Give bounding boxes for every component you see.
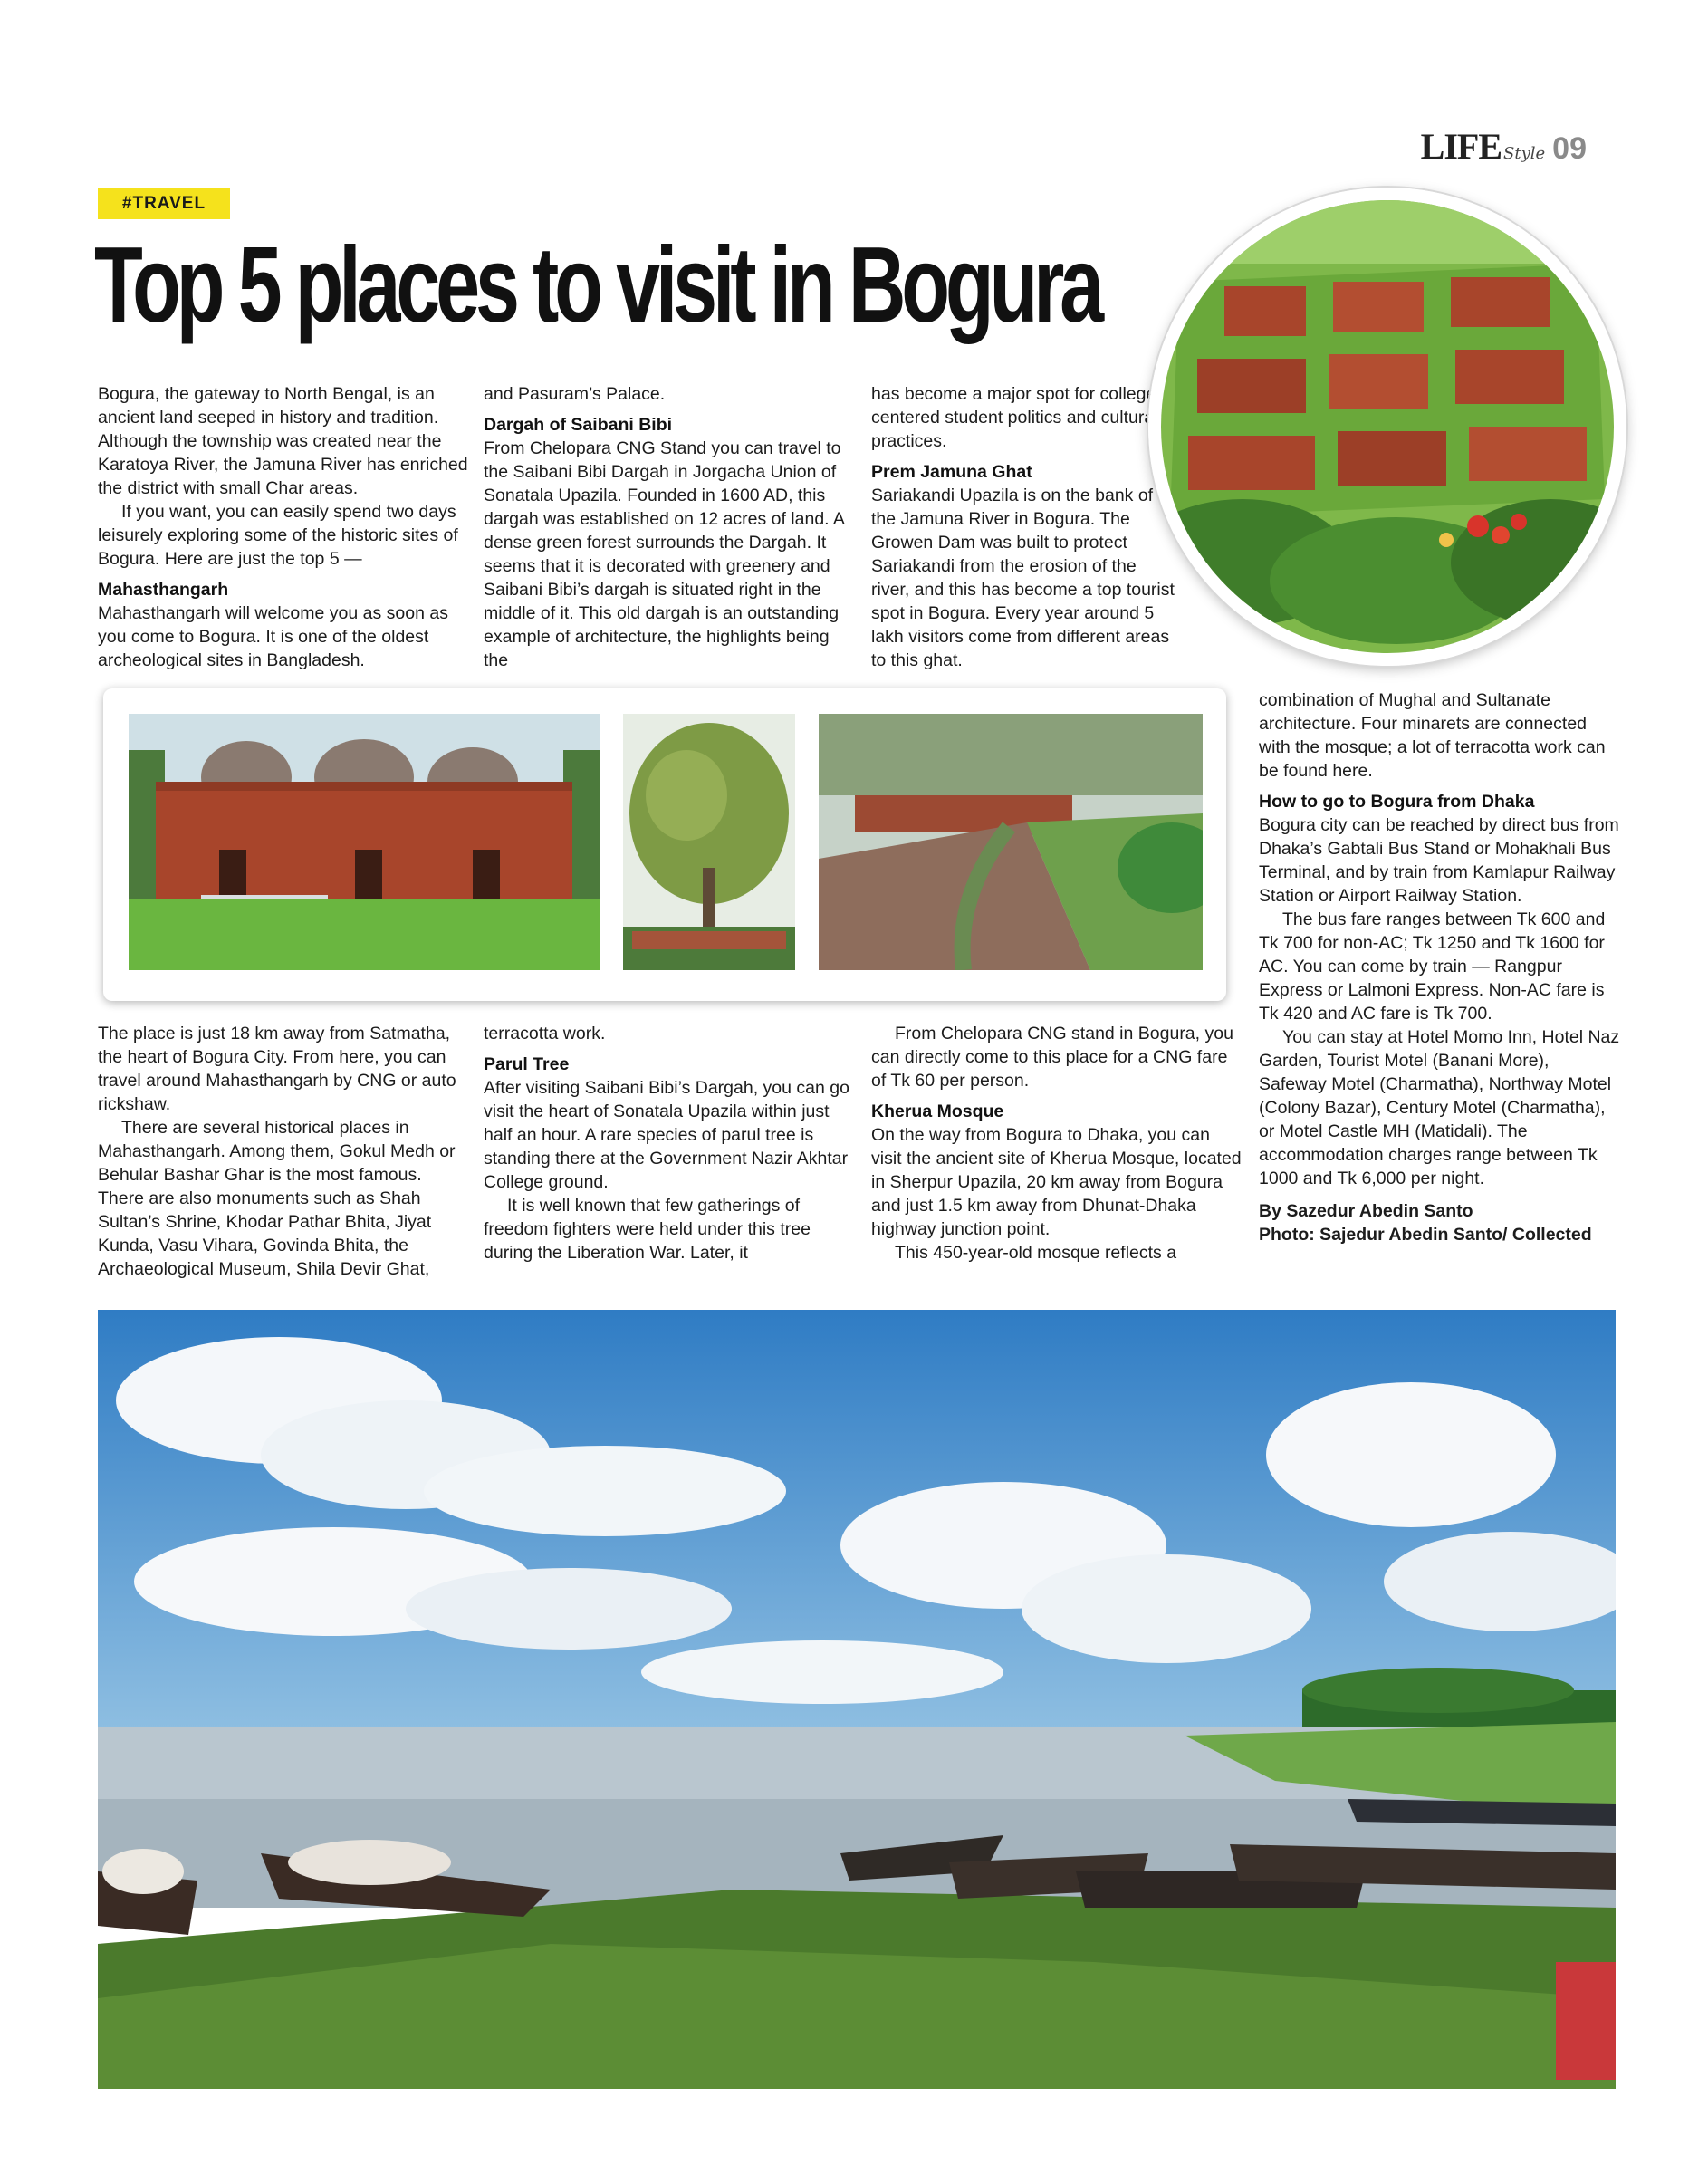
photo-credit: Photo: Sajedur Abedin Santo/ Collected [1259,1225,1592,1245]
subheading: Dargah of Saibani Bibi [484,415,673,435]
body-paragraph: Sariakandi Upazila is on the bank of the Jamuna River in Bogura. The Growen Dam was built to protect Sariakandi from the erosion of the river, and this has become a top tourist spot in Bogura. Every year around 5 lakh visitors come from different areas to this ghat. [871,486,1175,670]
body-paragraph: From Chelopara CNG Stand you can travel to the Saibani Bibi Dargah in Jorgacha Union of Sonatala Upazila. Founded in 1600 AD, this dargah was established on 12 acres of land. A dense green forest surrounds the Dargah. It seems that it is decorated with greenery and Saibani Bibi’s dargah is situated right in the middle of it. This old dargah is an outstanding example of architecture, the highlights being the [484,438,844,670]
section-tag: #TRAVEL [98,188,230,219]
masthead [1421,125,1587,168]
subheading: How to go to Bogura from Dhaka [1259,792,1535,812]
body-paragraph: The bus fare ranges between Tk 600 and Tk 700 for non-AC; Tk 1250 and Tk 1600 for AC. You can come by train — Rangpur Express or Lalmoni Express. Non-AC fare is Tk 420 and AC fare is Tk 700. [1259,909,1606,1024]
subheading: Kherua Mosque [871,1101,1004,1121]
photo-strip [103,688,1226,1001]
subheading: Prem Jamuna Ghat [871,462,1032,482]
jamuna-ghat-panorama-photo [98,1310,1616,2089]
body-paragraph: terracotta work. [484,1024,606,1044]
article-column-3 [871,382,1179,672]
author-byline: By Sazedur Abedin Santo [1259,1201,1473,1221]
masthead-logo: LIFE [1420,126,1502,167]
body-paragraph: On the way from Bogura to Dhaka, you can visit the ancient site of Kherua Mosque, located in Sherpur Upazila, 20 km away from Bogura and just 1.5 km away from Dhunat-Dhaka highway junction point. [871,1125,1242,1239]
article-column-4 [1259,688,1621,1246]
body-paragraph: This 450-year-old mosque reflects a [895,1243,1177,1263]
article-column-1 [98,382,469,672]
article-column-2 [484,382,855,672]
body-paragraph: The place is just 18 km away from Satmatha, the heart of Bogura City. From here, you can travel around Mahasthangarh by CNG or auto rickshaw. [98,1024,456,1114]
body-paragraph: and Pasuram’s Palace. [484,384,666,404]
body-paragraph: Mahasthangarh will welcome you as soon as you come to Bogura. It is one of the oldest archeological sites in Bangladesh. [98,603,448,670]
masthead-style: Style [1503,144,1546,163]
article-column-7 [871,1022,1243,1265]
parul-tree-photo [623,714,795,970]
body-paragraph: Bogura city can be reached by direct bus from Dhaka’s Gabtali Bus Stand or Mohakhali Bus Terminal, and by train from Kamlapur Railway Station or Airport Railway Station. [1259,815,1619,906]
kherua-mosque-photo [129,714,600,970]
page-number: 09 [1552,131,1587,166]
article-column-5 [98,1022,469,1281]
body-paragraph: After visiting Saibani Bibi’s Dargah, you can go visit the heart of Sonatala Upazila within just half an hour. A rare species of parul tree is standing there at the Government Nazir Akhtar College ground. [484,1078,849,1192]
mahasthangarh-ruins-photo [1148,188,1626,666]
body-paragraph: If you want, you can easily spend two days leisurely exploring some of the historic sites of Bogura. Here are just the top 5 — [98,502,458,569]
dargah-path-photo [819,714,1203,970]
body-paragraph: combination of Mughal and Sultanate architecture. Four minarets are connected with the mosque; a lot of terracotta work can be found here. [1259,690,1606,781]
article-headline: Top 5 places to visit in Bogura [94,225,1099,345]
body-paragraph: It is well known that few gatherings of freedom fighters were held under this tree during the Liberation War. Later, it [484,1196,811,1263]
article-column-6 [484,1022,855,1265]
body-paragraph: You can stay at Hotel Momo Inn, Hotel Naz Garden, Tourist Motel (Banani More), Safeway Motel (Charmatha), Northway Motel (Colony Bazar), Century Motel (Charmatha), or Motel Castle MH (Matidali). The accommodation charges range between Tk 1000 and Tk 6,000 per night. [1259,1027,1620,1188]
subheading: Parul Tree [484,1054,570,1074]
body-paragraph: Bogura, the gateway to North Bengal, is an ancient land seeped in history and tradition. Although the township was created near the Karatoya River, the Jamuna River has enriched the district with small Char areas. [98,384,468,498]
subheading: Mahasthangarh [98,580,229,600]
body-paragraph: has become a major spot for college-centered student politics and cultural practices. [871,384,1162,451]
body-paragraph: From Chelopara CNG stand in Bogura, you can directly come to this place for a CNG fare of Tk 60 per person. [871,1024,1233,1091]
body-paragraph: There are several historical places in Mahasthangarh. Among them, Gokul Medh or Behular Bashar Ghar is the most famous. There are also monuments such as Shah Sultan’s Shrine, Khodar Pathar Bhita, Jiyat Kunda, Vasu Vihara, Govinda Bhita, the Archaeological Museum, Shila Devir Ghat, [98,1118,456,1279]
